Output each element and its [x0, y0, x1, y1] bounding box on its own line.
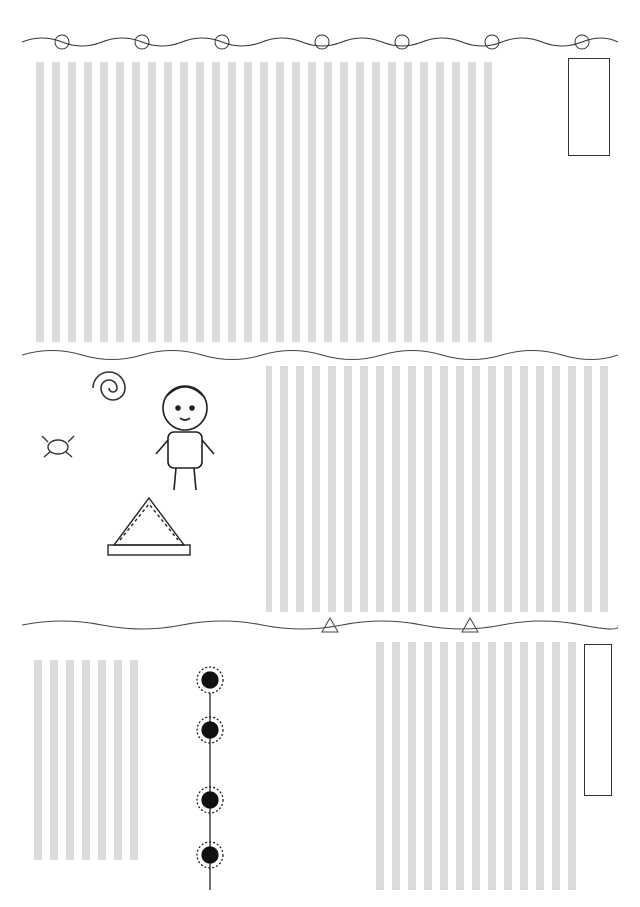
top-decor-border	[22, 30, 618, 54]
middle-decor-border	[22, 344, 618, 366]
article1-heading-box	[568, 58, 610, 156]
lower-decor-border	[22, 614, 618, 636]
boy-illustration	[140, 378, 230, 502]
clover-wheel-icon	[22, 30, 618, 54]
article3-body	[372, 642, 580, 890]
article2-body	[266, 366, 612, 612]
watermelon-icon	[104, 490, 194, 564]
crab-icon	[38, 430, 78, 464]
article1-body	[30, 62, 496, 342]
sunflower-icon	[180, 650, 240, 894]
article3-heading-box	[584, 644, 612, 796]
editor-note-body	[30, 660, 142, 860]
sun-swirl-icon	[90, 365, 136, 415]
sailboat-icon	[22, 614, 618, 636]
